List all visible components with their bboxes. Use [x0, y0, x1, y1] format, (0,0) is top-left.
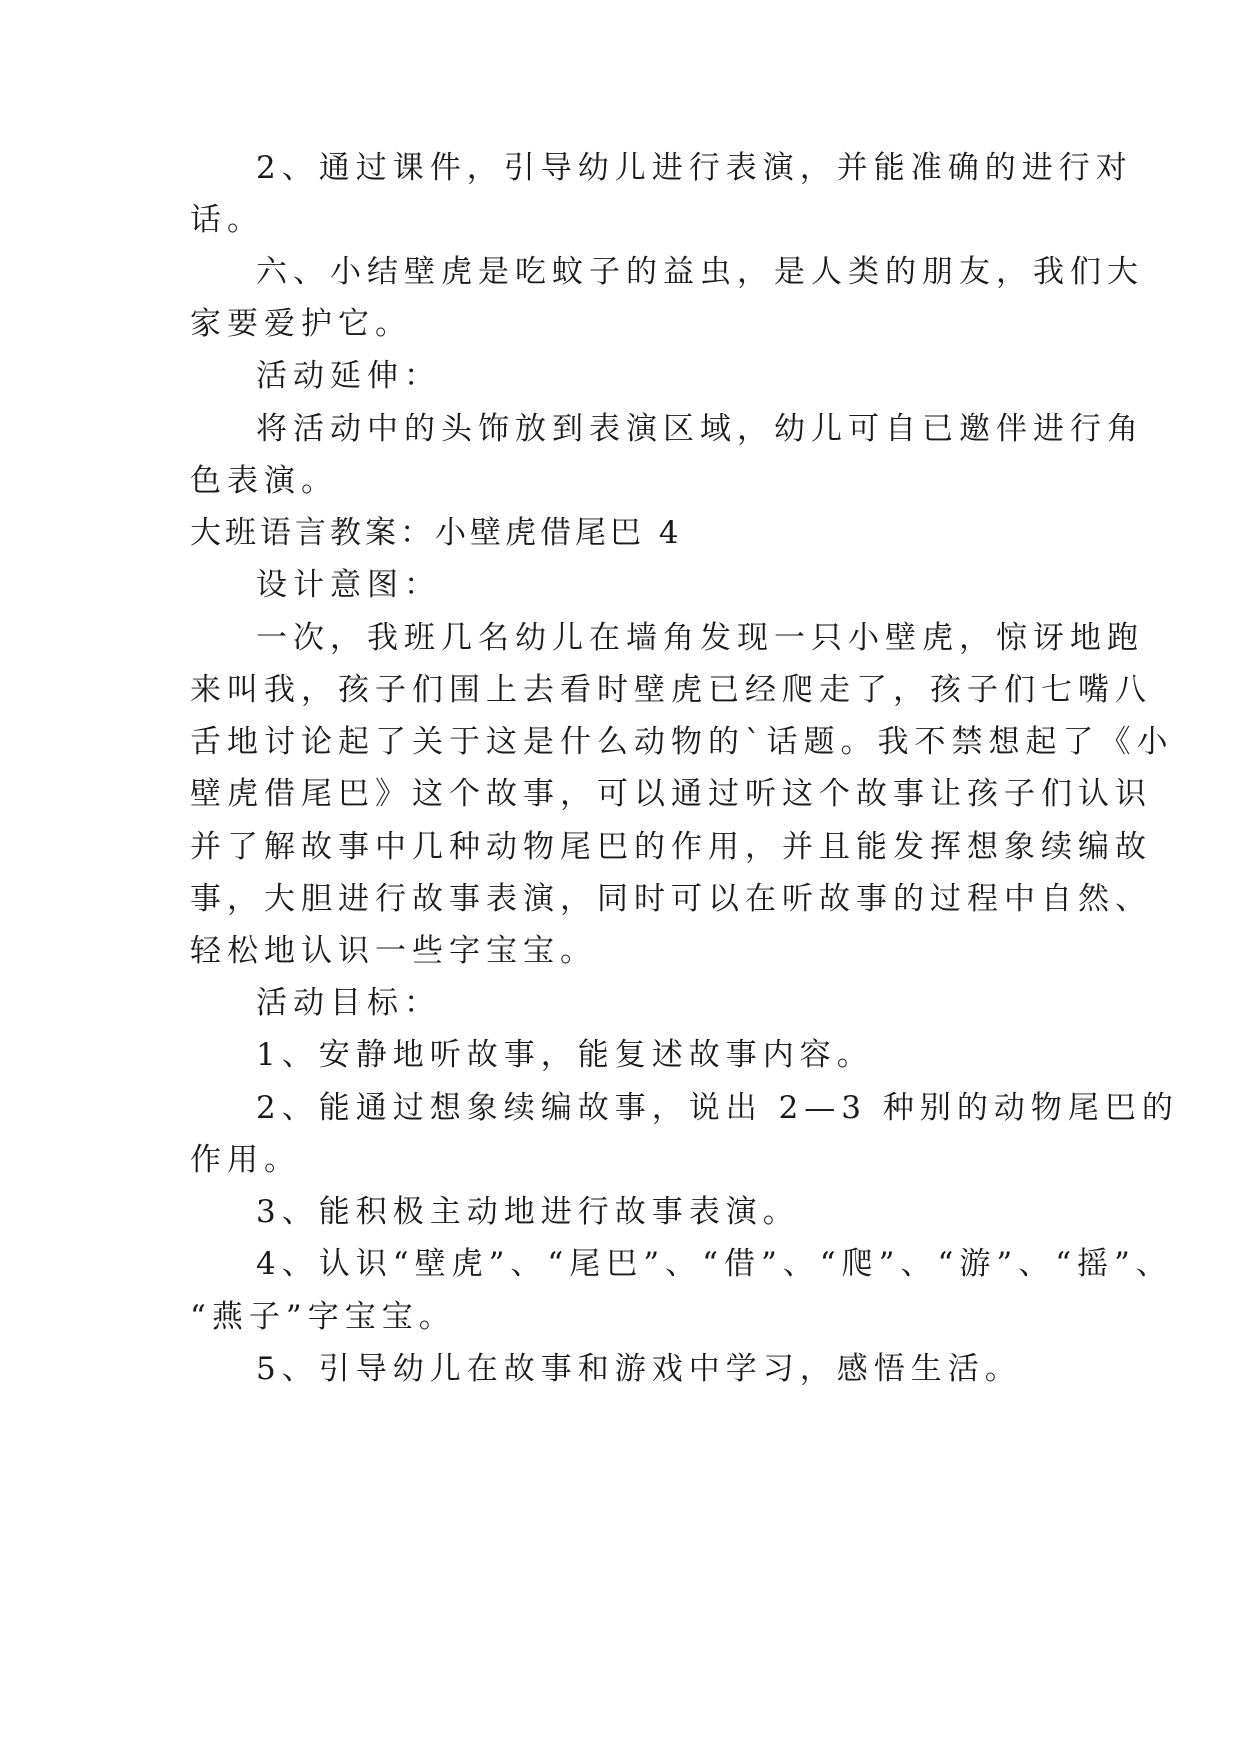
paragraph-line: 并了解故事中几种动物尾巴的作用，并且能发挥想象续编故	[190, 829, 1152, 865]
section-label: 活动目标：	[256, 985, 441, 1021]
paragraph-line: “燕子”字宝宝。	[190, 1299, 456, 1335]
paragraph-line: 家要爱护它。	[190, 306, 412, 342]
list-item: 1、安静地听故事，能复述故事内容。	[256, 1037, 874, 1073]
section-label: 活动延伸：	[256, 358, 441, 394]
paragraph-line: 舌地讨论起了关于这是什么动物的`话题。我不禁想起了《小	[190, 724, 1174, 760]
paragraph-line: 将活动中的头饰放到表演区域，幼儿可自已邀伴进行角	[256, 411, 1144, 447]
paragraph-line: 来叫我，孩子们围上去看时壁虎已经爬走了，孩子们七嘴八	[190, 672, 1152, 708]
paragraph-line: 壁虎借尾巴》这个故事，可以通过听这个故事让孩子们认识	[190, 776, 1152, 812]
list-item: 4、认识“壁虎”、“尾巴”、“借”、“爬”、“游”、“摇”、	[256, 1246, 1173, 1282]
list-item: 2、能通过想象续编故事，说出 2—3 种别的动物尾巴的	[256, 1090, 1179, 1126]
paragraph-line: 六、小结壁虎是吃蚊子的益虫，是人类的朋友，我们大	[256, 254, 1144, 290]
paragraph-line: 事，大胆进行故事表演，同时可以在听故事的过程中自然、	[190, 881, 1152, 917]
section-label: 设计意图：	[256, 567, 441, 603]
paragraph-line: 轻松地认识一些字宝宝。	[190, 933, 597, 969]
list-item: 3、能积极主动地进行故事表演。	[256, 1194, 800, 1230]
paragraph-line: 色表演。	[190, 463, 338, 499]
paragraph-line: 2、通过课件，引导幼儿进行表演，并能准确的进行对	[256, 150, 1133, 186]
paragraph-line: 一次，我班几名幼儿在墙角发现一只小壁虎，惊讶地跑	[256, 620, 1144, 656]
lesson-title: 大班语言教案：小壁虎借尾巴 4	[190, 515, 683, 551]
paragraph-line: 话。	[190, 202, 264, 238]
paragraph-line: 作用。	[190, 1142, 301, 1178]
list-item: 5、引导幼儿在故事和游戏中学习，感悟生活。	[256, 1351, 1022, 1387]
